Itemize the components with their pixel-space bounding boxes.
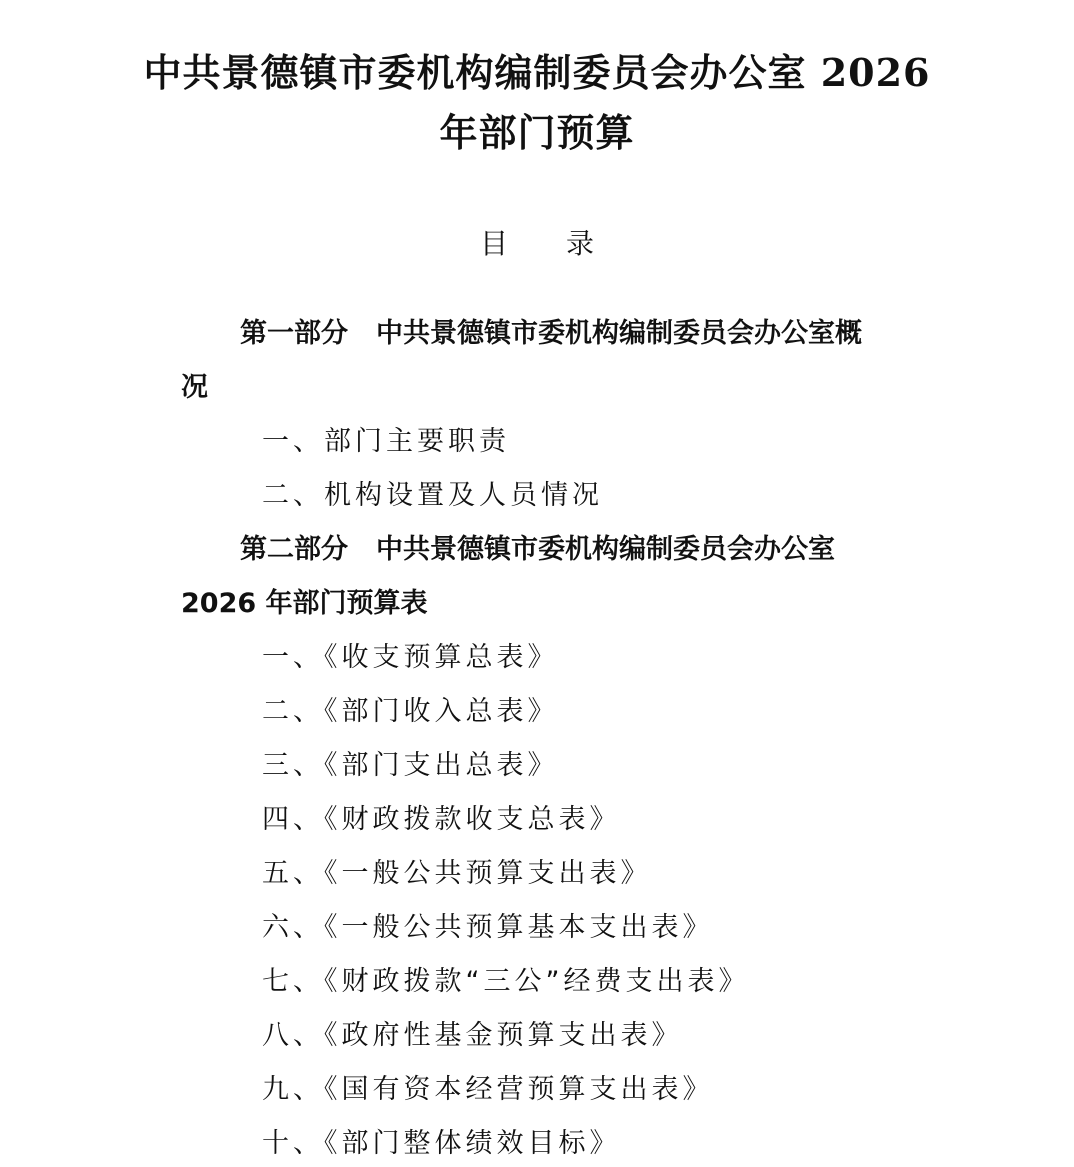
toc-heading-char-1: 目 <box>479 227 508 260</box>
toc-part2-label: 第二部分 <box>240 534 348 565</box>
toc-part2-item: 四、《财政拨款收支总表》 <box>262 804 621 835</box>
toc-part2-item: 十、《部门整体绩效目标》 <box>262 1128 621 1159</box>
toc-heading-char-2: 录 <box>566 227 595 260</box>
toc-part2-item: 七、《财政拨款“三公”经费支出表》 <box>262 966 750 997</box>
toc-part2-heading <box>240 530 835 570</box>
toc-part2-item: 八、《政府性基金预算支出表》 <box>262 1020 683 1051</box>
document-title-line-2: 年部门预算 <box>439 110 635 155</box>
toc-heading <box>0 224 1074 264</box>
toc-part2-item: 三、《部门支出总表》 <box>262 750 559 781</box>
toc-part1-title-line-2: 况 <box>181 372 208 403</box>
toc-part2-item: 二、《部门收入总表》 <box>262 696 559 727</box>
document-title-line-1: 中共景德镇市委机构编制委员会办公室 2026 <box>143 50 931 95</box>
toc-part1-heading <box>240 314 862 354</box>
toc-part1-item: 二、机构设置及人员情况 <box>262 480 603 511</box>
toc-part2-title-line-2: 2026 年部门预算表 <box>181 588 428 619</box>
toc-part1-label: 第一部分 <box>240 318 348 349</box>
toc-part2-item: 六、《一般公共预算基本支出表》 <box>262 912 714 943</box>
toc-part1-item: 一、部门主要职责 <box>262 426 510 457</box>
toc-part2-title-line-1: 中共景德镇市委机构编制委员会办公室 <box>376 534 835 565</box>
toc-part2-item: 五、《一般公共预算支出表》 <box>262 858 652 889</box>
toc-part2-item: 一、《收支预算总表》 <box>262 642 559 673</box>
toc-part2-item: 九、《国有资本经营预算支出表》 <box>262 1074 714 1105</box>
toc-part1-title-line-1: 中共景德镇市委机构编制委员会办公室概 <box>376 318 862 349</box>
